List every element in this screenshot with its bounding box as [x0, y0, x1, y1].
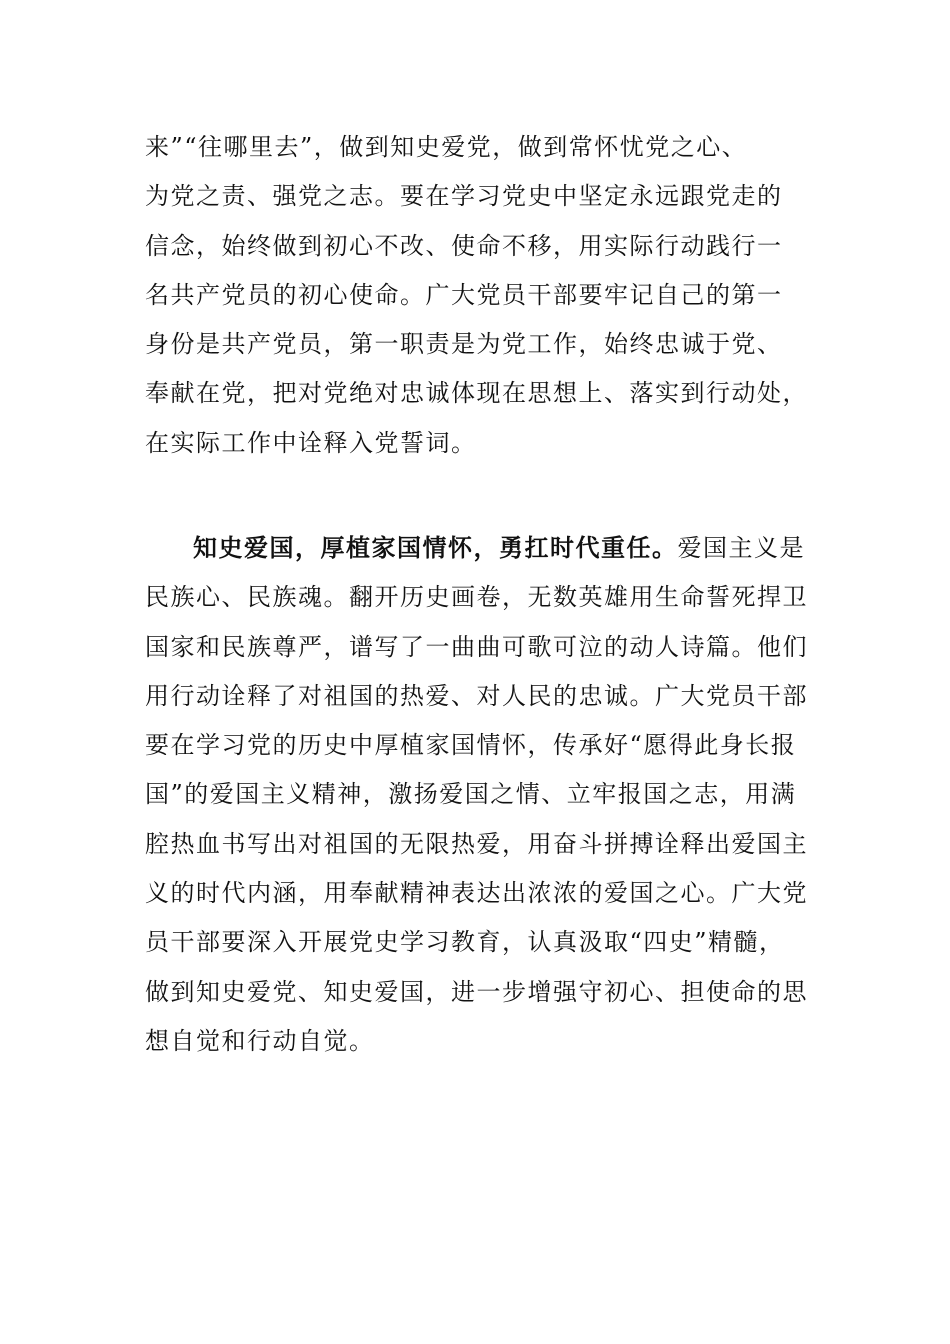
paragraph-first-line-text: 爱国主义是	[677, 534, 805, 562]
paragraph-line: 想自觉和行动自觉。	[145, 1026, 375, 1055]
paragraph-line: 义的时代内涵，用奉献精神表达出浓浓的爱国之心。广大党	[145, 879, 808, 908]
paragraph-line: 国家和民族尊严，谱写了一曲曲可歌可泣的动人诗篇。他们	[145, 632, 808, 661]
paragraph-heading: 知史爱国，厚植家国情怀，勇扛时代重任。	[193, 534, 678, 562]
paragraph-line: 名共产党员的初心使命。广大党员干部要牢记自己的第一	[145, 280, 783, 309]
paragraph-line: 腔热血书写出对祖国的无限热爱，用奋斗拼搏诠释出爱国主	[145, 829, 808, 858]
paragraph-line: 奉献在党，把对党绝对忠诚体现在思想上、落实到行动处，	[145, 379, 808, 408]
paragraph-line: 员干部要深入开展党史学习教育，认真汲取“四史”精髓，	[145, 928, 785, 957]
paragraph-first-line	[145, 524, 810, 573]
paragraph-1	[145, 123, 810, 468]
paragraph-line: 民族心、民族魂。翻开历史画卷，无数英雄用生命誓死捍卫	[145, 583, 808, 612]
paragraph-line: 国”的爱国主义精神，激扬爱国之情、立牢报国之志，用满	[145, 780, 797, 809]
paragraph-line: 身份是共产党员，第一职责是为党工作，始终忠诚于党、	[145, 330, 783, 359]
paragraph-line: 信念，始终做到初心不改、使命不移，用实际行动践行一	[145, 231, 783, 260]
paragraph-2	[145, 524, 810, 1066]
paragraph-line: 做到知史爱党、知史爱国，进一步增强守初心、担使命的思	[145, 977, 808, 1006]
paragraph-line: 在实际工作中诠释入党誓词。	[145, 428, 477, 457]
paragraph-line: 来”“往哪里去”，做到知史爱党，做到常怀忧党之心、	[145, 133, 748, 161]
paragraph-line: 用行动诠释了对祖国的热爱、对人民的忠诚。广大党员干部	[145, 681, 808, 710]
paragraph-line: 要在学习党的历史中厚植家国情怀，传承好“愿得此身长报	[145, 731, 797, 760]
paragraph-line: 为党之责、强党之志。要在学习党史中坚定永远跟党走的	[145, 182, 783, 211]
